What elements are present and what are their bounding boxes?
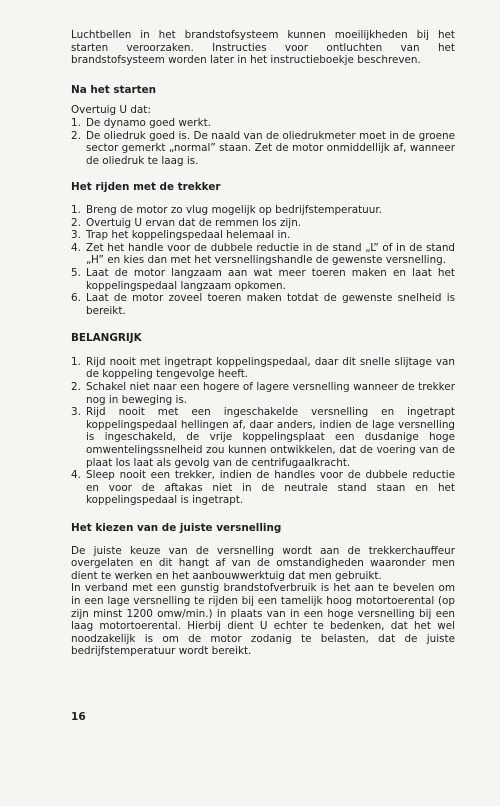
item-text: Rijd nooit met ingetrapt koppelingspedaal, daar dit snelle slijtage van de koppeling tengevolge heeft. (86, 355, 455, 381)
gear-paragraph: In verband met een gunstig brandstofverbruik is het aan te bevelen om in een lage versnelling te rijden bij een tamelijk hoog motortoerental (op zijn minst 1200 omw/min.) in plaats van in een hoge versnelling bij een laag motortoerental. Hierbij dient U echter te bedenken, dat het wel noodzakelijk is om de motor zodanig te belasten, dat de juiste bedrijfstemperatuur wordt bereikt. (71, 582, 455, 658)
page-number: 16 (71, 711, 86, 723)
item-number: 5. (71, 266, 81, 279)
list-item (71, 229, 455, 242)
heading-driving: Het rijden met de trekker (71, 181, 221, 194)
intro-paragraph: Luchtbellen in het brandstofsysteem kunnen moeilijkheden bij het starten veroorzaken. Instructies voor ontluchten van het brandstofsysteem worden later in het instructieboekje beschreven. (71, 29, 455, 67)
item-text: Overtuig U ervan dat de remmen los zijn. (86, 216, 302, 229)
list-item (71, 292, 455, 317)
list-item (71, 117, 455, 130)
item-text: Laat de motor langzaam aan wat meer toeren maken en laat het koppelingspedaal langzaam opkomen. (86, 266, 455, 292)
list-item (71, 130, 455, 168)
item-text: Schakel niet naar een hogere of lagere versnelling wanneer de trekker nog in beweging is. (86, 381, 455, 406)
list-item (71, 356, 455, 381)
item-text: Rijd nooit met een ingeschakelde versnelling en ingetrapt koppelingspedaal hellingen af, daar anders, indien de lage versnelling is ingeschakeld, de vrije koppelingsplaat een dusdanige hoge omwentelingssnelheid zou kunnen ontwikkelen, dat de voering van de plaat los laat als gevolg van de centrifugaalkracht. (86, 406, 455, 469)
heading-after-start: Na het starten (71, 83, 157, 96)
list-item (71, 267, 455, 292)
item-text: De oliedruk goed is. De naald van de oliedrukmeter moet in de groene sector gemerkt „normal” staan. Zet de motor onmiddellijk af, wanneer de oliedruk te laag is. (86, 129, 455, 167)
item-number: 3. (71, 406, 81, 419)
heading-important: BELANGRIJK (71, 332, 142, 345)
after-start-list (71, 117, 455, 167)
list-item (71, 204, 455, 217)
after-start-lead: Overtuig U dat: (71, 104, 151, 117)
item-text: Zet het handle voor de dubbele reductie in de stand „L” of in de stand „H” en kies dan met het versnellingshandle de gewenste versnelling. (86, 241, 455, 267)
item-text: Breng de motor zo vlug mogelijk op bedrijfstemperatuur. (86, 203, 382, 216)
item-number: 2. (71, 216, 81, 229)
item-number: 6. (71, 292, 81, 305)
item-number: 2. (71, 129, 81, 142)
item-text: Sleep nooit een trekker, indien de handles voor de dubbele reductie en voor de aftakas niet in de neutrale stand staan en het koppelingspedaal is ingetrapt. (86, 469, 455, 507)
item-number: 3. (71, 229, 81, 242)
item-number: 1. (71, 203, 81, 216)
item-text: Trap het koppelingspedaal helemaal in. (86, 229, 291, 242)
gear-paragraph: De juiste keuze van de versnelling wordt aan de trekkerchauffeur overgelaten en dit hangt af van de omstandigheden waaronder men dient te werken en het aanbouwwerktuig dat men gebruikt. (71, 544, 455, 582)
item-text: Laat de motor zoveel toeren maken totdat de gewenste snelheid is bereikt. (86, 292, 455, 317)
item-number: 1. (71, 355, 81, 368)
list-item (71, 406, 455, 469)
important-list (71, 356, 455, 507)
list-item (71, 381, 455, 406)
item-text: De dynamo goed werkt. (86, 116, 211, 129)
driving-list (71, 204, 455, 317)
item-number: 1. (71, 116, 81, 129)
item-number: 4. (71, 469, 81, 482)
heading-gear-choice: Het kiezen van de juiste versnelling (71, 522, 282, 534)
item-number: 2. (71, 381, 81, 394)
list-item (71, 242, 455, 267)
list-item (71, 469, 455, 507)
page-content (71, 29, 455, 658)
list-item (71, 217, 455, 230)
item-number: 4. (71, 241, 81, 254)
